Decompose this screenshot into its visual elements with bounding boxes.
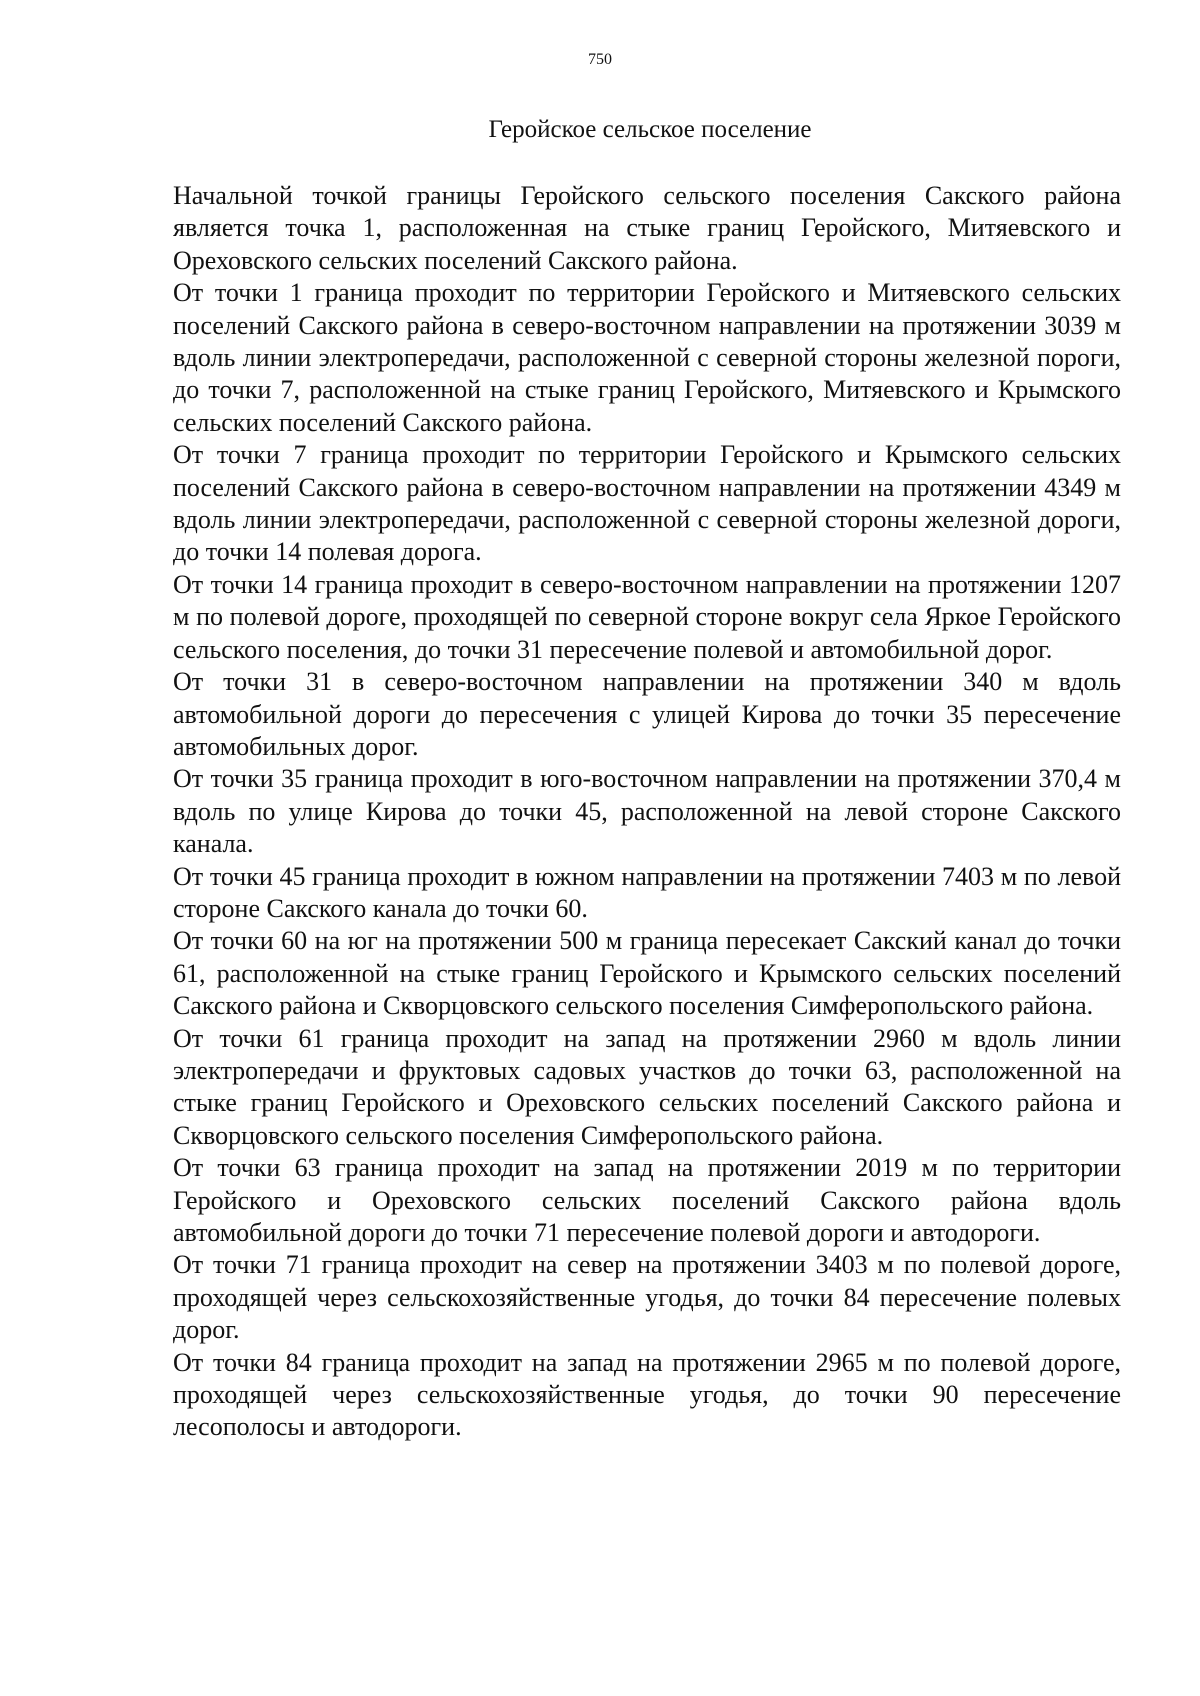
document-body (173, 180, 1121, 1444)
paragraph-point-71: От точки 71 граница проходит на север на протяжении 3403 м по полевой дороге, проходящей через сельскохозяйственные угодья, до точки 84 пересечение полевых дорог. (173, 1250, 1121, 1345)
page-title: Геройское сельское поселение (488, 116, 812, 143)
paragraph-point-63: От точки 63 граница проходит на запад на протяжении 2019 м по территории Геройского и Ореховского сельских поселений Сакского района вдоль автомобильной дороги до точки 71 пересечение полевой дороги и автодороги. (173, 1153, 1121, 1247)
page-number: 750 (588, 51, 612, 68)
paragraph-point-60: От точки 60 на юг на протяжении 500 м граница пересекает Сакский канал до точки 61, расположенной на стыке границ Геройского и Крымского сельских поселений Сакского района и Скворцовского сельского поселения Симферопольского района. (173, 926, 1121, 1021)
paragraph-point-1: От точки 1 граница проходит по территории Геройского и Митяевского сельских поселений Сакского района в северо-восточном направлении на протяжении 3039 м вдоль линии электропередачи, расположенной с северной стороны железной пороги, до точки 7, расположенной на стыке границ Геройского, Митяевского и Крымского сельских поселений Сакского района. (173, 278, 1121, 437)
paragraph-point-61: От точки 61 граница проходит на запад на протяжении 2960 м вдоль линии электропередачи и фруктовых садовых участков до точки 63, расположенной на стыке границ Геройского и Ореховского сельских поселений Сакского района и Скворцовского сельского поселения Симферопольского района. (173, 1023, 1121, 1150)
paragraph-point-45: От точки 45 граница проходит в южном направлении на протяжении 7403 м по левой стороне Сакского канала до точки 60. (173, 861, 1121, 923)
paragraph-point-14: От точки 14 граница проходит в северо-восточном направлении на протяжении 1207 м по полевой дороге, проходящей по северной стороне вокруг села Яркое Геройского сельского поселения, до точки 31 пересечение полевой и автомобильной дорог. (173, 569, 1121, 664)
paragraph-point-35: От точки 35 граница проходит в юго-восточном направлении на протяжении 370,4 м вдоль по улице Кирова до точки 45, расположенной на левой стороне Сакского канала. (173, 764, 1121, 859)
paragraph-point-84: От точки 84 граница проходит на запад на протяжении 2965 м по полевой дороге, проходящей через сельскохозяйственные угодья, до точки 90 пересечение лесополосы и автодороги. (173, 1347, 1121, 1442)
paragraph-start-point: Начальной точкой границы Геройского сельского поселения Сакского района является точка 1, расположенная на стыке границ Геройского, Митяевского и Ореховского сельских поселений Сакского района. (173, 181, 1121, 275)
paragraph-point-7: От точки 7 граница проходит по территории Геройского и Крымского сельских поселений Сакского района в северо-восточном направлении на протяжении 4349 м вдоль линии электропередачи, расположенной с северной стороны железной дороги, до точки 14 полевая дорога. (173, 440, 1121, 567)
paragraph-point-31: От точки 31 в северо-восточном направлении на протяжении 340 м вдоль автомобильной дороги до пересечения с улицей Кирова до точки 35 пересечение автомобильных дорог. (173, 667, 1121, 761)
